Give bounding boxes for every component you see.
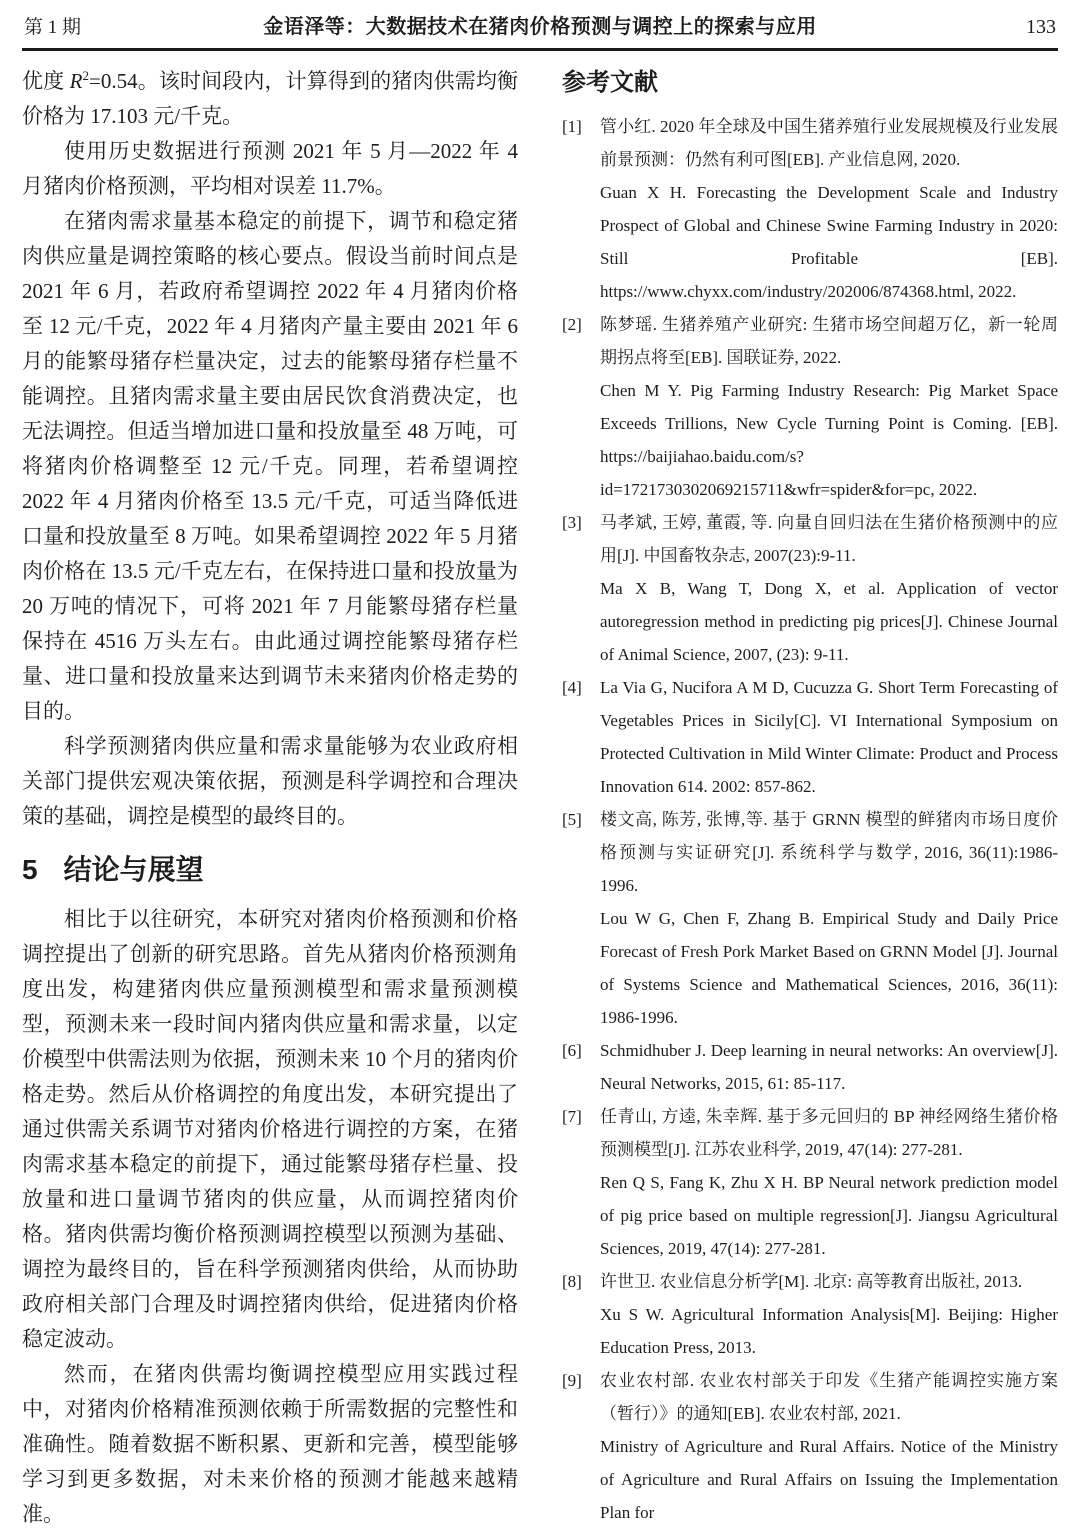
reference-marker: [1] [562,117,582,136]
running-header [22,8,1058,51]
reference-text-english: Lou W G, Chen F, Zhang B. Empirical Study and Daily Price Forecast of Fresh Pork Market Based on GRNN Model [J]. Journal of Systems Science and Mathematical Sciences, 2016, 36(11): 1986-1996. [600,909,1058,1027]
reference-text-chinese: 楼文高, 陈芳, 张博,等. 基于 GRNN 模型的鲜猪肉市场日度价格预测与实证研究[J]. 系统科学与数学, 2016, 36(11):1986-1996. [600,810,1058,895]
reference-item [562,671,1058,803]
reference-body [600,1265,1058,1364]
math-superscript: 2 [82,68,89,83]
reference-body [600,1100,1058,1265]
reference-marker: [8] [562,1272,582,1291]
reference-text-english: La Via G, Nucifora A M D, Cucuzza G. Short Term Forecasting of Vegetables Prices in Sicily[C]. VI International Symposium on Protected Cultivation in Mild Winter Climate: Product and Process Innovation 614. 2002: 857-862. [600,678,1058,796]
reference-body [600,1034,1058,1100]
reference-item [562,110,1058,308]
section-heading [22,850,518,890]
reference-text-english: Chen M Y. Pig Farming Industry Research: Pig Market Space Exceeds Trillions, New Cycle Turning Point is Coming. [EB]. https://baijiahao.baidu.com/s?id=1721730302069215711&wfr=spider&for=pc, 2022. [600,381,1058,499]
reference-body [600,803,1058,1034]
reference-marker: [2] [562,315,582,334]
reference-body [600,1364,1058,1529]
reference-item [562,1034,1058,1100]
references-list [562,110,1058,1529]
left-column [22,64,518,1532]
reference-item [562,506,1058,671]
reference-text-english: Schmidhuber J. Deep learning in neural networks: An overview[J]. Neural Networks, 2015, 61: 85-117. [600,1041,1058,1093]
reference-item [562,1265,1058,1364]
reference-text-english: Ministry of Agriculture and Rural Affairs. Notice of the Ministry of Agriculture and Rural Affairs on Issuing the Implementation Plan for [600,1437,1058,1522]
reference-body [600,671,1058,803]
reference-item [562,1100,1058,1265]
paragraph-text: =0.54。该时间段内，计算得到的猪肉供需均衡价格为 17.103 元/千克。 [22,69,519,128]
paragraph-text: 优度 [22,69,70,93]
reference-text-chinese: 陈梦瑶. 生猪养殖产业研究: 生猪市场空间超万亿，新一轮周期拐点将至[EB]. 国联证券, 2022. [600,315,1058,367]
reference-text-chinese: 马孝斌, 王婷, 董霞, 等. 向量自回归法在生猪价格预测中的应用[J]. 中国畜牧杂志, 2007(23):9-11. [600,513,1058,565]
reference-marker: [3] [562,513,582,532]
body-paragraph: 使用历史数据进行预测 2021 年 5 月—2022 年 4 月猪肉价格预测，平均相对误差 11.7%。 [22,139,518,198]
body-paragraph: 相比于以往研究，本研究对猪肉价格预测和价格调控提出了创新的研究思路。首先从猪肉价格预测角度出发，构建猪肉供应量预测模型和需求量预测模型，预测未来一段时间内猪肉供应量和需求量，以定价模型中供需法则为依据，预测未来 10 个月的猪肉价格走势。然后从价格调控的角度出发，本研究提出了通过供需关系调节对猪肉价格进行调控的方案，在猪肉需求基本稳定的前提下，通过能繁母猪存栏量、投放量和进口量调节猪肉的供应量，从而调控猪肉价格。猪肉供需均衡价格预测调控模型以预测为基础、调控为最终目的，旨在科学预测猪肉供给，从而协助政府相关部门合理及时调控猪肉供给，促进猪肉价格稳定波动。 [22,907,518,1351]
section-title: 结论与展望 [63,854,204,885]
reference-text-chinese: 许世卫. 农业信息分析学[M]. 北京: 高等教育出版社, 2013. [600,1272,1023,1291]
reference-text-english: Ma X B, Wang T, Dong X, et al. Application of vector autoregression method in predicting pig prices[J]. Chinese Journal of Animal Science, 2007, (23): 9-11. [600,579,1058,664]
reference-text-english: Guan X H. Forecasting the Development Scale and Industry Prospect of Global and Chinese Swine Farming Industry in 2020: Still Profitable [EB]. https://www.chyxx.com/industry/202006/874368.html, 2022. [600,183,1058,301]
reference-text-chinese: 农业农村部. 农业农村部关于印发《生猪产能调控实施方案（暂行）》的通知[EB]. 农业农村部, 2021. [600,1371,1058,1423]
reference-text-chinese: 管小红. 2020 年全球及中国生猪养殖行业发展规模及行业发展前景预测：仍然有利可图[EB]. 产业信息网, 2020. [600,117,1058,169]
reference-item [562,803,1058,1034]
journal-issue: 第 1 期 [24,17,82,38]
reference-body [600,506,1058,671]
reference-marker: [7] [562,1107,582,1126]
section-number: 5 [22,854,38,885]
reference-item [562,308,1058,506]
reference-marker: [9] [562,1371,582,1390]
body-paragraph-continuation [22,64,518,134]
reference-marker: [5] [562,810,582,829]
reference-item [562,1364,1058,1529]
reference-marker: [4] [562,678,582,697]
reference-body [600,110,1058,308]
reference-text-chinese: 任青山, 方逵, 朱幸辉. 基于多元回归的 BP 神经网络生猪价格预测模型[J]. 江苏农业科学, 2019, 47(14): 277-281. [600,1107,1058,1159]
body-paragraph: 在猪肉需求量基本稳定的前提下，调节和稳定猪肉供应量是调控策略的核心要点。假设当前时间点是 2021 年 6 月，若政府希望调控 2022 年 4 月猪肉价格至 12 元/千克，2022 年 4 月猪肉产量主要由 2021 年 6 月的能繁母猪存栏量决定，过去的能繁母猪存栏量不能调控。且猪肉需求量主要由居民饮食消费决定，也无法调控。但适当增加进口量和投放量至 48 万吨，可将猪肉价格调整至 12 元/千克。同理，若希望调控 2022 年 4 月猪肉价格至 13.5 元/千克，可适当降低进口量和投放量至 8 万吨。如果希望调控 2022 年 5 月猪肉价格在 13.5 元/千克左右，在保持进口量和投放量为 20 万吨的情况下，可将 2021 年 7 月能繁母猪存栏量保持在 4516 万头左右。由此通过调控能繁母猪存栏量、进口量和投放量来达到调节未来猪肉价格走势的目的。 [22,209,518,723]
right-column [562,64,1058,1532]
two-column-layout [22,64,1058,1532]
references-heading: 参考文献 [562,69,658,96]
page-number: 133 [1026,16,1056,38]
reference-marker: [6] [562,1041,582,1060]
running-title: 金语泽等：大数据技术在猪肉价格预测与调控上的探索与应用 [263,16,817,38]
reference-text-english: Xu S W. Agricultural Information Analysis[M]. Beijing: Higher Education Press, 2013. [600,1305,1058,1357]
reference-body [600,308,1058,506]
reference-text-english: Ren Q S, Fang K, Zhu X H. BP Neural network prediction model of pig price based on multiple regression[J]. Jiangsu Agricultural Sciences, 2019, 47(14): 277-281. [600,1173,1058,1258]
body-paragraph: 然而，在猪肉供需均衡调控模型应用实践过程中，对猪肉价格精准预测依赖于所需数据的完整性和准确性。随着数据不断积累、更新和完善，模型能够学习到更多数据，对未来价格的预测才能越来越精准。 [22,1362,518,1526]
math-variable: R [69,69,83,93]
body-paragraph: 科学预测猪肉供应量和需求量能够为农业政府相关部门提供宏观决策依据，预测是科学调控和合理决策的基础，调控是模型的最终目的。 [22,734,518,828]
